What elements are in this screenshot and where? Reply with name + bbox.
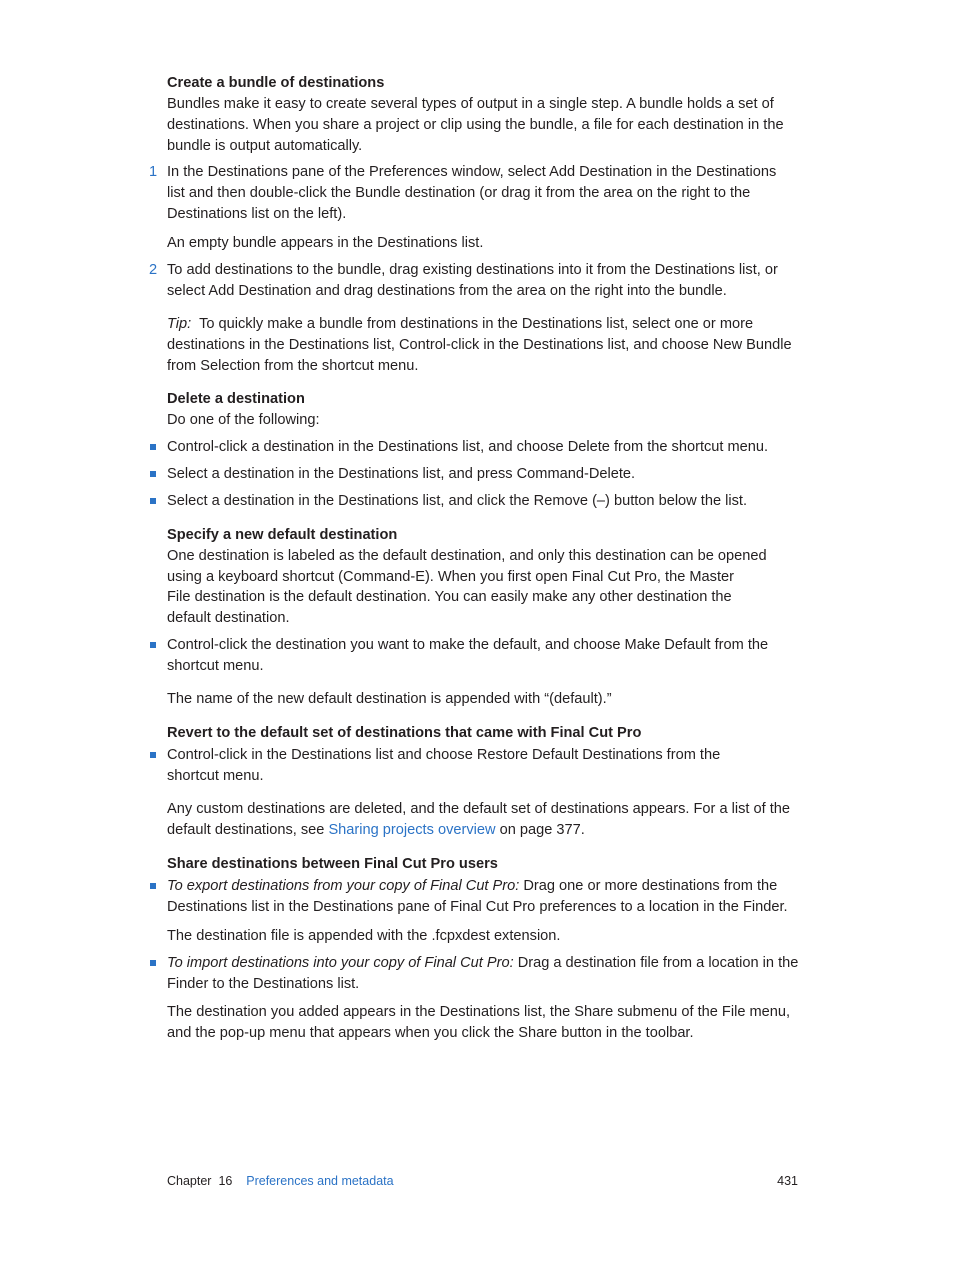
text-line: from Selection from the shortcut menu. bbox=[167, 358, 419, 374]
tip-note bbox=[167, 314, 799, 377]
bullet-item bbox=[167, 953, 799, 995]
section-revert bbox=[167, 723, 799, 744]
section-create-bundle bbox=[167, 73, 799, 157]
bullet-item bbox=[167, 745, 799, 787]
bullet-item bbox=[167, 464, 799, 485]
section-heading: Create a bundle of destinations bbox=[167, 75, 385, 91]
section-heading: Revert to the default set of destinations that came with Final Cut Pro bbox=[167, 725, 642, 741]
footer-chapter bbox=[167, 1172, 394, 1190]
text-line: Finder to the Destinations list. bbox=[167, 976, 360, 992]
paragraph bbox=[167, 546, 799, 628]
step-2 bbox=[149, 260, 799, 302]
step-number: 2 bbox=[149, 262, 158, 278]
chapter-label: Chapter bbox=[167, 1174, 212, 1188]
text-line: list and then double-click the Bundle destination (or drag it from the area on the right to the bbox=[167, 185, 751, 201]
sharing-projects-overview-link[interactable]: Sharing projects overview bbox=[328, 822, 496, 838]
chapter-title-link[interactable]: Preferences and metadata bbox=[246, 1174, 394, 1188]
text-line: Destinations list on the left). bbox=[167, 206, 347, 222]
text-line: File destination is the default destination. You can easily make any other destination the bbox=[167, 589, 732, 605]
text-line: using a keyboard shortcut (Command-E). When you first open Final Cut Pro, the Master bbox=[167, 568, 734, 585]
text-line: The destination you added appears in the Destinations list, the Share submenu of the File menu, bbox=[167, 1004, 791, 1020]
paragraph bbox=[167, 94, 799, 157]
section-delete bbox=[167, 389, 799, 431]
bullet-icon bbox=[150, 444, 156, 450]
text-line: bundle is output automatically. bbox=[167, 138, 363, 154]
text-line: One destination is labeled as the default destination, and only this destination can be opened bbox=[167, 548, 767, 564]
tip-label: Tip: bbox=[167, 316, 192, 332]
text-line: To quickly make a bundle from destinations in the Destinations list, select one or more bbox=[199, 316, 754, 332]
text-line: Bundles make it easy to create several types of output in a single step. A bundle holds a set of bbox=[167, 96, 774, 112]
bullet-item bbox=[167, 437, 799, 458]
revert-result bbox=[167, 799, 799, 841]
text-line: on page 377. bbox=[495, 822, 585, 838]
text-line: Control-click in the Destinations list and choose Restore Default Destinations from the bbox=[167, 747, 721, 763]
bullet-icon bbox=[150, 498, 156, 504]
step-number: 1 bbox=[149, 164, 158, 180]
text-line: shortcut menu. bbox=[167, 658, 264, 674]
bullet-icon bbox=[150, 642, 156, 648]
text-line: Drag a destination file from a location in the bbox=[513, 955, 799, 971]
section-heading: Share destinations between Final Cut Pro users bbox=[167, 856, 498, 872]
emphasis-text: To import destinations into your copy of Final Cut Pro: bbox=[167, 955, 514, 971]
text-line: default destination. bbox=[167, 609, 290, 626]
text-line: destinations in the Destinations list, Control-click in the Destinations list, and choose New Bundle bbox=[167, 337, 792, 353]
text-line: Destinations list in the Destinations pane of Final Cut Pro preferences to a location in the Finder. bbox=[167, 899, 788, 915]
chapter-number: 16 bbox=[218, 1174, 233, 1188]
text-line: Any custom destinations are deleted, and the default set of destinations appears. For a list of the bbox=[167, 801, 791, 817]
text-line: To add destinations to the bundle, drag existing destinations into it from the Destinations list, or bbox=[167, 262, 778, 278]
text-line: Control-click the destination you want to make the default, and choose Make Default from the bbox=[167, 637, 769, 653]
text-line: In the Destinations pane of the Preferences window, select Add Destination in the Destinations bbox=[167, 164, 777, 180]
page-number: 431 bbox=[777, 1174, 798, 1188]
text-line: select Add Destination and drag destinations from the area on the right into the bundle. bbox=[167, 283, 727, 299]
default-result: The name of the new default destination is appended with “(default).” bbox=[167, 691, 612, 707]
text-line: shortcut menu. bbox=[167, 768, 264, 784]
step-1 bbox=[149, 162, 799, 225]
bullet-item bbox=[167, 635, 799, 677]
text-line: Control-click a destination in the Destinations list, and choose Delete from the shortcut menu. bbox=[167, 439, 769, 455]
export-result: The destination file is appended with the .fcpxdest extension. bbox=[167, 928, 561, 944]
bullet-icon bbox=[150, 960, 156, 966]
text-line: destinations. When you share a project or clip using the bundle, a file for each destination in the bbox=[167, 117, 784, 133]
section-default bbox=[167, 525, 799, 628]
bullet-icon bbox=[150, 752, 156, 758]
section-share bbox=[167, 854, 799, 875]
text-line: Drag one or more destinations from the bbox=[519, 878, 778, 894]
bullet-icon bbox=[150, 471, 156, 477]
emphasis-text: To export destinations from your copy of Final Cut Pro: bbox=[167, 878, 520, 894]
text-line: and the pop-up menu that appears when you click the Share button in the toolbar. bbox=[167, 1025, 694, 1041]
section-heading: Specify a new default destination bbox=[167, 527, 398, 543]
import-result bbox=[167, 1002, 799, 1044]
section-heading: Delete a destination bbox=[167, 391, 305, 407]
text-line: Select a destination in the Destinations list, and click the Remove (–) button below the list. bbox=[167, 493, 748, 509]
paragraph: Do one of the following: bbox=[167, 412, 320, 428]
bullet-item bbox=[167, 876, 799, 918]
text-line: default destinations, see bbox=[167, 822, 329, 838]
text-line: Select a destination in the Destinations list, and press Command-Delete. bbox=[167, 466, 636, 482]
step-1-result: An empty bundle appears in the Destinations list. bbox=[167, 235, 484, 251]
bullet-icon bbox=[150, 883, 156, 889]
bullet-item bbox=[167, 491, 799, 512]
